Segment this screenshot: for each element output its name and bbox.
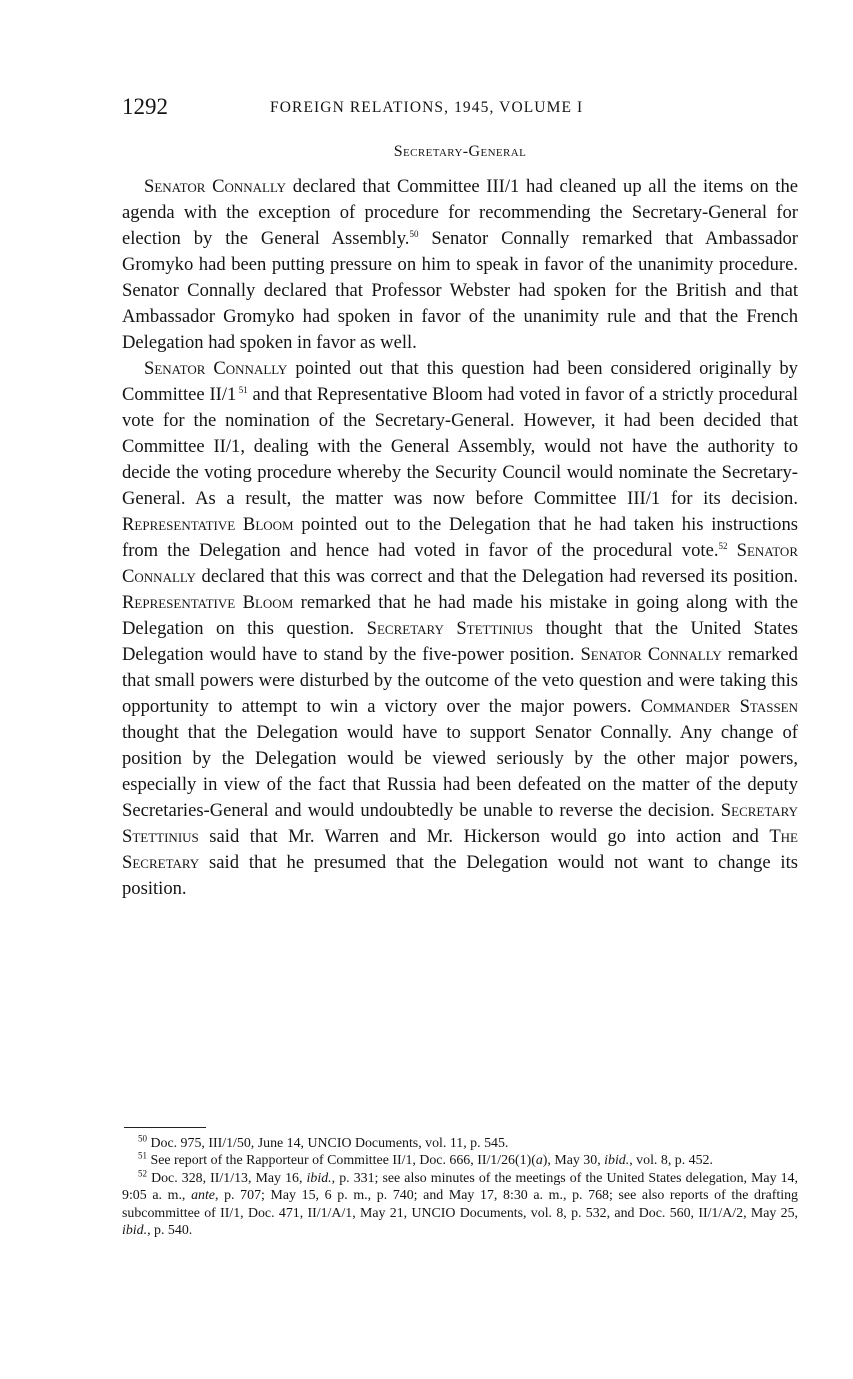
italic-text: ibid.	[306, 1170, 332, 1186]
footnote	[122, 1135, 798, 1152]
section-title: Secretary-General	[393, 143, 527, 160]
text-run: remarked that he had made his mistake in going along with the Delegation on this question.	[122, 592, 798, 639]
running-head: FOREIGN RELATIONS, 1945, VOLUME I	[270, 99, 584, 116]
page-header	[122, 94, 802, 124]
speaker-name: Representative Bloom	[122, 592, 294, 613]
text-run: See report of the Rapporteur of Committee II/1, Doc. 666, II/1/26(1)(	[147, 1153, 536, 1169]
text-run: pointed out that this question had been considered originally by Committee II/1	[122, 358, 798, 405]
text-run: declared that this was correct and that the Delegation had reversed its position.	[195, 566, 798, 587]
footnote	[122, 1170, 798, 1240]
text-run: said that Mr. Warren and Mr. Hickerson would go into action and	[198, 826, 770, 847]
italic-text: ibid.	[604, 1153, 630, 1169]
page-number: 1292	[122, 94, 168, 119]
italic-text: ibid.	[122, 1223, 148, 1239]
speaker-name: The Secretary	[122, 826, 798, 873]
italic-text: ante	[191, 1188, 215, 1204]
text-run: thought that the Delegation would have to support Senator Connally. Any change of position by the Delegation would be viewed seriously by the other major powers, especially in view of the fact that Russia had been defeated on the matter of the deputy Secretaries-General and would undoubtedly be unable to reverse the decision.	[122, 722, 798, 821]
speaker-name: Secretary Stettinius	[366, 618, 534, 639]
text-run: , vol. 8, p. 452.	[629, 1153, 713, 1169]
body-text	[122, 174, 798, 902]
footnote-ref: 51	[236, 384, 248, 395]
paragraph	[122, 174, 798, 356]
text-run: remarked that small powers were disturbed by the outcome of the veto question and were taking this opportunity to attempt to win a victory over the major powers.	[122, 644, 798, 717]
speaker-name: Commander Stassen	[640, 696, 798, 717]
speaker-name: Representative Bloom	[122, 514, 294, 535]
text-run: , p. 540.	[147, 1223, 193, 1239]
paragraph	[122, 356, 798, 902]
speaker-name: Senator Connally	[144, 358, 288, 379]
text-run: declared that Committee III/1 had cleaned up all the items on the agenda with the exception of procedure for recommending the Secretary-General for election by the General Assembly.	[122, 176, 798, 249]
text-run	[727, 540, 736, 561]
footnote-ref: 52	[138, 1168, 147, 1179]
speaker-name: Senator Connally	[144, 176, 287, 197]
text-run: Doc. 328, II/1/13, May 16,	[147, 1170, 307, 1186]
speaker-name: Senator Connally	[122, 540, 798, 587]
text-run: Senator Connally remarked that Ambassador Gromyko had been putting pressure on him to speak in favor of the unanimity procedure. Senator Connally declared that Professor Webster had spoken for the British and that Ambassador Gromyko had spoken in favor of the unanimity rule and that the French Delegation had spoken in favor as well.	[122, 228, 798, 353]
text-run: and that Representative Bloom had voted in favor of a strictly procedural vote for the nomination of the Secretary-General. However, it had been decided that Committee II/1, dealing with the General Assembly, would not have the authority to decide the voting procedure whereby the Security Council would nominate the Secretary-General. As a result, the matter was now before Committee III/1 for its decision.	[122, 384, 799, 509]
text-run: pointed out to the Delegation that he had taken his instructions from the Delegation and hence had voted in favor of the procedural vote.	[122, 514, 798, 561]
text-run: , p. 331; see also minutes of the meetings of the United States delegation, May 14, 9:05 a. m.,	[122, 1170, 798, 1204]
text-run: ), May 30,	[542, 1153, 605, 1169]
footnote-ref: 52	[718, 540, 728, 551]
footnote-ref: 50	[409, 228, 419, 239]
italic-text: a	[535, 1153, 543, 1169]
footnotes	[122, 1135, 798, 1239]
footnote	[122, 1152, 798, 1169]
footnote-ref: 50	[138, 1133, 147, 1144]
speaker-name: Senator Connally	[580, 644, 722, 665]
text-run: said that he presumed that the Delegation would not want to change its position.	[122, 852, 798, 899]
footnote-ref: 51	[138, 1150, 147, 1161]
text-run: thought that the United States Delegation would have to stand by the five-power position.	[122, 618, 798, 665]
text-run: Doc. 975, III/1/50, June 14, UNCIO Documents, vol. 11, p. 545.	[147, 1136, 509, 1151]
text-run: , p. 707; May 15, 6 p. m., p. 740; and May 17, 8:30 a. m., p. 768; see also reports of the drafting subcommittee of II/1, Doc. 471, II/1/A/1, May 21, UNCIO Documents, vol. 8, p. 532, and Doc. 560, II/1/A/2, May 25,	[122, 1188, 798, 1221]
speaker-name: Secretary Stettinius	[122, 800, 798, 847]
footnote-divider	[124, 1127, 206, 1128]
